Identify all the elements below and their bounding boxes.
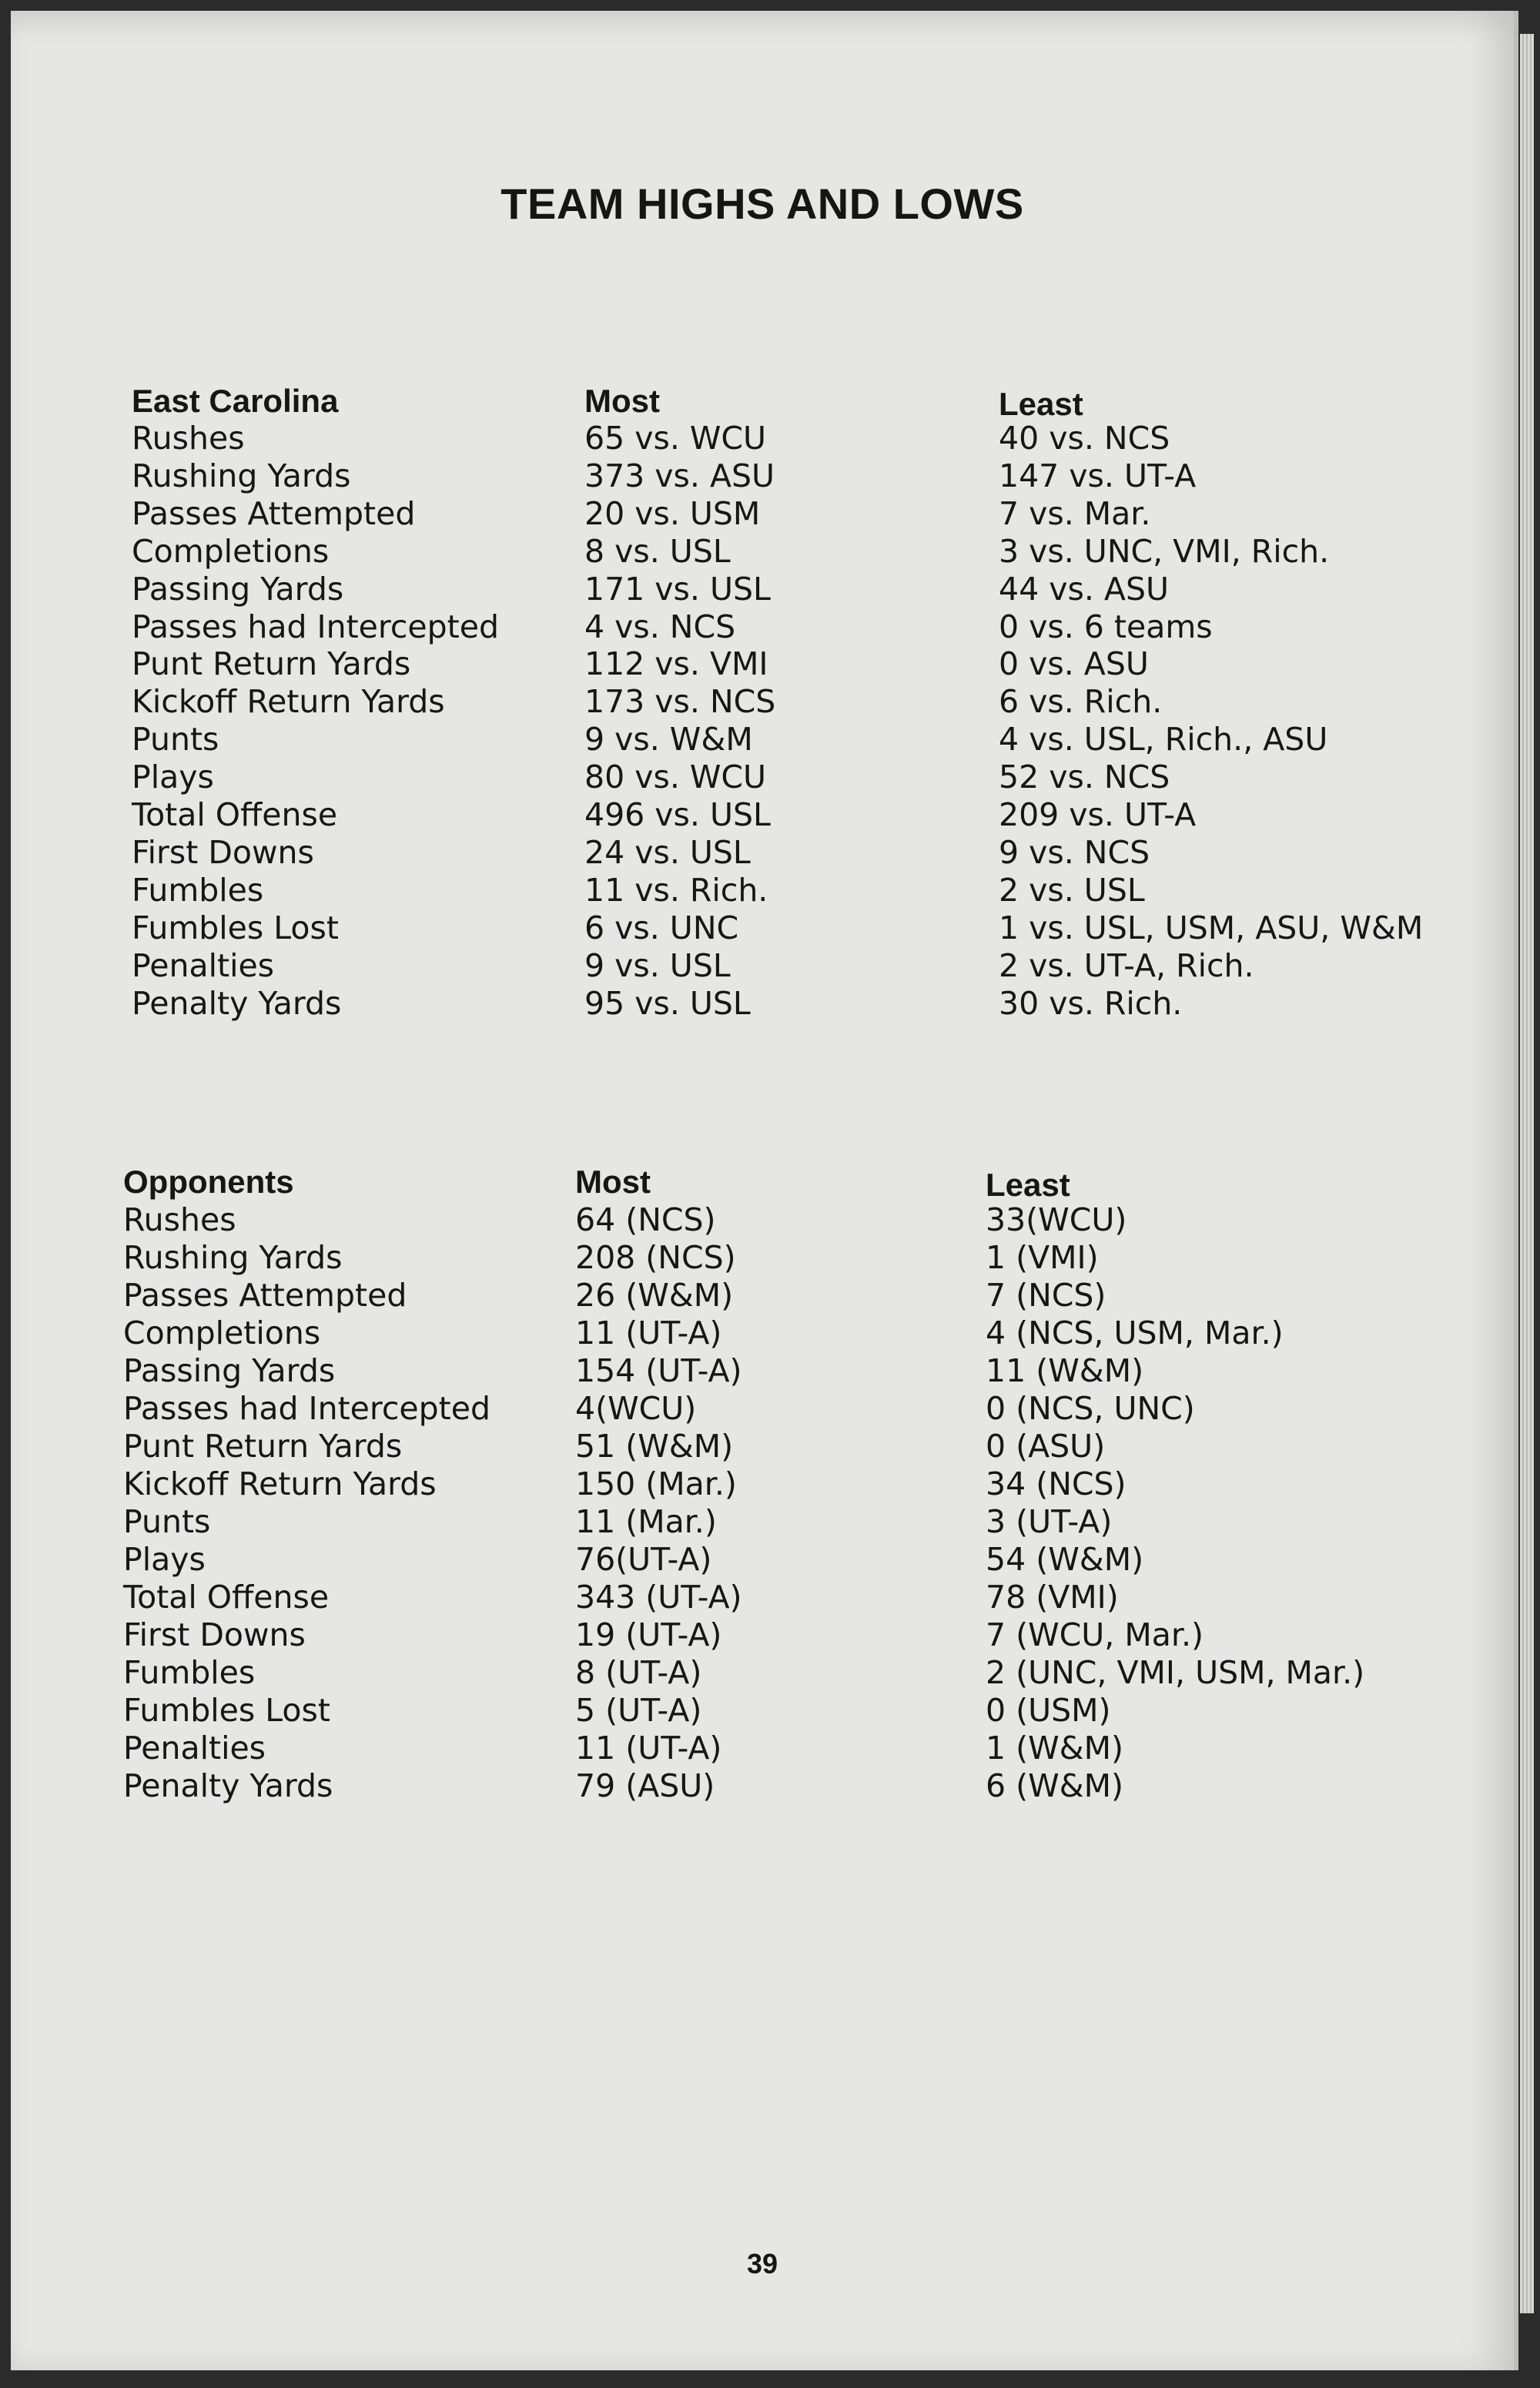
page-number: 39 [746,2248,778,2279]
least-value: 2 vs. UT-A, Rich. [999,946,1254,984]
least-value: 54 (W&M) [986,1541,1144,1578]
most-value: 6 vs. UNC [584,909,739,946]
table-row [11,1465,1514,1503]
stat-label: First Downs [123,1616,306,1653]
most-value: 8 (UT-A) [575,1654,702,1691]
most-value: 343 (UT-A) [575,1579,742,1616]
table-row [11,571,1514,608]
stat-label: Penalty Yards [132,984,342,1022]
stat-label: Passes had Intercepted [123,1390,490,1427]
table-row [11,872,1514,909]
least-value: 40 vs. NCS [999,420,1170,457]
stat-label: Kickoff Return Yards [123,1465,437,1502]
table-row [11,1654,1514,1692]
most-value: 373 vs. ASU [584,457,775,494]
stat-label: Punt Return Yards [123,1428,403,1465]
least-value: 7 (NCS) [986,1277,1106,1314]
most-value: 171 vs. USL [584,570,771,608]
stat-label: Punts [123,1503,211,1540]
least-value: 2 (UNC, VMI, USM, Mar.) [986,1654,1365,1691]
stat-label: Passes Attempted [123,1277,407,1314]
east-carolina-most-label: Most [584,383,660,419]
least-value: 52 vs. NCS [999,759,1170,796]
least-value: 3 vs. UNC, VMI, Rich. [999,532,1330,570]
least-value: 1 vs. USL, USM, ASU, W&M [999,909,1424,946]
most-value: 4(WCU) [575,1390,697,1427]
book-page [11,11,1518,2370]
least-value: 0 vs. 6 teams [999,608,1213,645]
least-value: 1 (W&M) [986,1730,1123,1767]
east-carolina-least-label: Least [999,386,1083,422]
least-value: 0 vs. ASU [999,645,1149,683]
table-row [11,1541,1514,1579]
opponents-heading: Opponents [123,1164,294,1200]
table-row [11,834,1514,872]
most-value: 150 (Mar.) [575,1465,737,1502]
table-row [11,909,1514,947]
table-row [11,1616,1514,1654]
table-row [11,759,1514,796]
table-row [11,1390,1514,1428]
most-value: 79 (ASU) [575,1767,715,1804]
stat-label: Passes had Intercepted [132,608,499,645]
most-value: 76(UT-A) [575,1541,712,1578]
most-value: 154 (UT-A) [575,1352,742,1389]
least-value: 0 (ASU) [986,1428,1106,1465]
least-value: 147 vs. UT-A [999,457,1197,494]
least-value: 11 (W&M) [986,1352,1144,1389]
opponents-header-row [11,1163,1514,1201]
most-value: 208 (NCS) [575,1239,736,1276]
stat-label: Fumbles [132,871,264,909]
most-value: 11 (UT-A) [575,1730,722,1767]
table-row [11,533,1514,571]
most-value: 4 vs. NCS [584,608,736,645]
table-row [11,1277,1514,1315]
least-value: 4 vs. USL, Rich., ASU [999,721,1328,759]
least-value: 3 (UT-A) [986,1503,1113,1540]
most-value: 173 vs. NCS [584,683,776,721]
most-value: 24 vs. USL [584,833,751,871]
table-row [11,645,1514,683]
stat-label: First Downs [132,833,314,871]
most-value: 5 (UT-A) [575,1692,702,1729]
table-row [11,1201,1514,1239]
stat-label: Total Offense [132,796,338,833]
table-row [11,1730,1514,1767]
most-value: 11 vs. Rich. [584,871,768,909]
most-value: 19 (UT-A) [575,1616,722,1653]
stat-label: Passes Attempted [132,494,416,532]
table-row [11,1767,1514,1805]
most-value: 51 (W&M) [575,1428,734,1465]
most-value: 8 vs. USL [584,532,731,570]
stat-label: Rushes [123,1201,236,1238]
least-value: 0 (NCS, UNC) [986,1390,1195,1427]
stat-label: Penalties [132,946,275,984]
stat-label: Punt Return Yards [132,645,411,683]
most-value: 95 vs. USL [584,984,751,1022]
page-title: TEAM HIGHS AND LOWS [500,179,1024,228]
least-value: 209 vs. UT-A [999,796,1197,833]
least-value: 4 (NCS, USM, Mar.) [986,1315,1284,1351]
most-value: 9 vs. USL [584,946,731,984]
table-row [11,721,1514,759]
most-value: 11 (UT-A) [575,1315,722,1351]
table-row [11,683,1514,721]
most-value: 496 vs. USL [584,796,771,833]
stat-label: Penalty Yards [123,1767,333,1804]
stat-label: Passing Yards [123,1352,336,1389]
east-carolina-heading: East Carolina [132,383,339,419]
least-value: 7 (WCU, Mar.) [986,1616,1204,1653]
table-row [11,1503,1514,1541]
stat-label: Fumbles Lost [123,1692,330,1729]
most-value: 26 (W&M) [575,1277,734,1314]
most-value: 112 vs. VMI [584,645,768,683]
east-carolina-header-row [11,382,1514,420]
stat-label: Passing Yards [132,570,344,608]
page-edge [1520,34,1534,2313]
table-row [11,1352,1514,1390]
table-row [11,1239,1514,1277]
least-value: 1 (VMI) [986,1239,1099,1276]
least-value: 33(WCU) [986,1201,1127,1238]
most-value: 64 (NCS) [575,1201,716,1238]
table-row [11,985,1514,1023]
table-row [11,1315,1514,1352]
stat-label: Plays [132,759,214,796]
table-row [11,947,1514,985]
least-value: 78 (VMI) [986,1579,1119,1616]
least-value: 9 vs. NCS [999,833,1150,871]
table-row [11,495,1514,533]
most-value: 11 (Mar.) [575,1503,717,1540]
stat-label: Punts [132,721,219,759]
stat-label: Fumbles [123,1654,256,1691]
table-row [11,608,1514,646]
table-row [11,1692,1514,1730]
table-row [11,1579,1514,1616]
stat-label: Penalties [123,1730,266,1767]
stat-label: Rushes [132,420,245,457]
most-value: 65 vs. WCU [584,420,767,457]
stat-label: Kickoff Return Yards [132,683,445,721]
least-value: 44 vs. ASU [999,570,1169,608]
opponents-most-label: Most [575,1164,651,1200]
stat-label: Plays [123,1541,206,1578]
opponents-least-label: Least [986,1167,1070,1203]
table-row [11,420,1514,457]
table-row [11,457,1514,495]
stat-label: Total Offense [123,1579,330,1616]
table-row [11,1428,1514,1465]
least-value: 2 vs. USL [999,871,1145,909]
table-row [11,796,1514,834]
least-value: 34 (NCS) [986,1465,1127,1502]
most-value: 9 vs. W&M [584,721,753,759]
stat-label: Completions [123,1315,321,1351]
least-value: 6 (W&M) [986,1767,1123,1804]
most-value: 80 vs. WCU [584,759,767,796]
most-value: 20 vs. USM [584,494,761,532]
least-value: 6 vs. Rich. [999,683,1163,721]
least-value: 30 vs. Rich. [999,984,1183,1022]
stat-label: Completions [132,532,330,570]
least-value: 7 vs. Mar. [999,494,1151,532]
stat-label: Fumbles Lost [132,909,339,946]
stat-label: Rushing Yards [132,457,351,494]
stat-label: Rushing Yards [123,1239,343,1276]
least-value: 0 (USM) [986,1692,1111,1729]
